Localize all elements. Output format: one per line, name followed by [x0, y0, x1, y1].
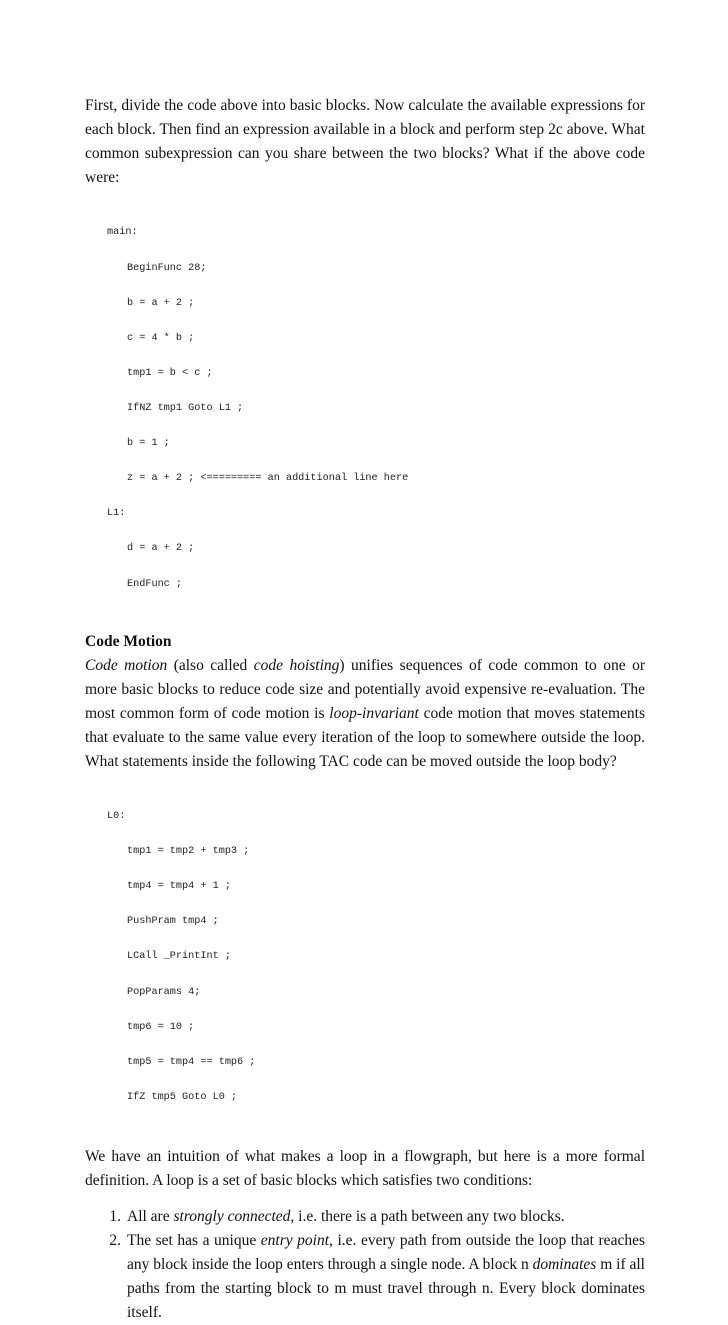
code-line: c = 4 * b ;: [127, 332, 195, 344]
list-number: 2.: [109, 1232, 121, 1249]
code-line: tmp5 = tmp4 == tmp6 ;: [127, 1056, 256, 1068]
code-label-main: main:: [107, 227, 138, 239]
code-line: PushPram tmp4 ;: [127, 916, 219, 928]
code-line: EndFunc ;: [127, 578, 183, 590]
code-motion-paragraph: Code motion (also called code hoisting) unifies sequences of code common to one or more basic blocks to reduce code size and potentially avoid expensive re-evaluation. The most common form of code motion is loop-invariant code motion that moves statements that evaluate to the same value every iteration of the loop to somewhere outside the loop. What statements inside the following TAC code can be moved outside the loop body?: [85, 656, 645, 770]
list-text: The set has a unique entry point, i.e. every path from outside the loop that reaches any block inside the loop enters through a single node. A block n dominates m if all paths from the starting block to m must travel through n. Every block dominates itself.: [127, 1232, 645, 1321]
term-loop-invariant: loop-invariant: [329, 704, 419, 722]
code-line: BeginFunc 28;: [127, 262, 207, 274]
intro-paragraph: First, divide the code above into basic blocks. Now calculate the available expressions for each block. Then find an expression available in a block and perform step 2c above. What common subexpression can you share between the two blocks? What if the above code were:: [85, 97, 645, 186]
loop-definition-paragraph: We have an intuition of what makes a loop in a flowgraph, but here is a more formal definition. A loop is a set of basic blocks which satisfies two conditions:: [85, 1148, 645, 1189]
code-line: tmp1 = tmp2 + tmp3 ;: [127, 846, 250, 858]
list-item: [85, 1205, 645, 1229]
code-line: tmp6 = 10 ;: [127, 1021, 195, 1033]
loop-conditions-list: [85, 1205, 645, 1325]
list-number: 1.: [109, 1208, 121, 1225]
term-dominates: dominates: [532, 1256, 597, 1273]
code-line: d = a + 2 ;: [127, 543, 195, 555]
list-text: All are strongly connected, i.e. there is a path between any two blocks.: [127, 1208, 565, 1225]
list-item: [85, 1229, 645, 1325]
term-entry-point: entry point: [260, 1232, 330, 1249]
code-block-main: [85, 204, 645, 614]
code-line: IfZ tmp5 Goto L0 ;: [127, 1091, 238, 1103]
code-label-l0: L0:: [107, 811, 126, 823]
code-line: b = 1 ;: [127, 438, 170, 450]
code-label-l1: L1:: [107, 508, 126, 520]
code-line: z = a + 2 ; <========= an additional line here: [127, 473, 409, 485]
term-strongly-connected: strongly connected: [173, 1208, 291, 1225]
code-line: tmp1 = b < c ;: [127, 367, 213, 379]
document-page: [85, 94, 645, 1325]
code-line: tmp4 = tmp4 + 1 ;: [127, 881, 231, 893]
code-block-loop: [85, 788, 645, 1127]
section-heading-code-motion: Code Motion: [85, 632, 172, 650]
code-line: IfNZ tmp1 Goto L1 ;: [127, 402, 244, 414]
code-line: LCall _PrintInt ;: [127, 951, 231, 963]
code-line: PopParams 4;: [127, 986, 201, 998]
term-code-motion: Code motion: [85, 656, 168, 674]
term-code-hoisting: code hoisting: [253, 656, 340, 674]
code-line: b = a + 2 ;: [127, 297, 195, 309]
